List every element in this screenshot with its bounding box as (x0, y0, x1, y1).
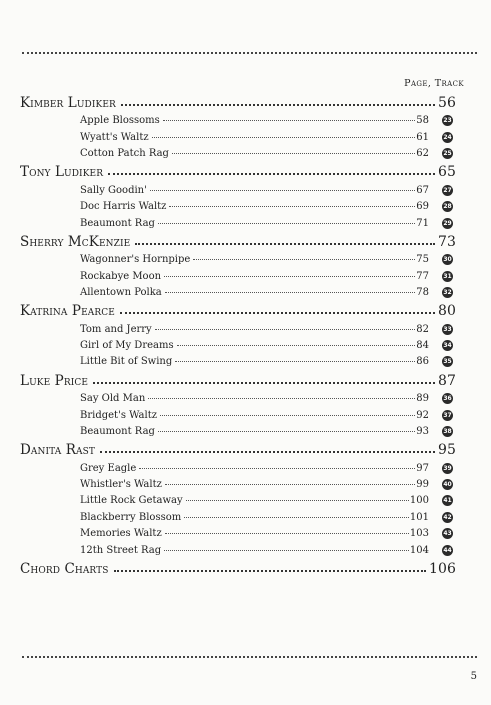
dot-leader (152, 137, 416, 138)
toc-tune-entry[interactable] (80, 354, 452, 370)
artist-name: Chord Charts (20, 560, 109, 577)
dot-leader (158, 431, 415, 432)
track-number-badge: 39 (443, 464, 452, 472)
tune-title: Beaumont Rag (80, 425, 155, 437)
artist-page-number: 80 (437, 303, 456, 320)
toc-tune-entry[interactable] (80, 322, 452, 338)
dot-leader (158, 223, 415, 224)
artist-page-number: 87 (437, 372, 456, 389)
tune-page-number: 61 (416, 131, 429, 143)
track-number-badge: 34 (443, 342, 452, 350)
tune-title: Grey Eagle (80, 462, 137, 474)
track-number-badge: 37 (443, 411, 452, 419)
artist-name: Luke Price (20, 372, 89, 389)
toc-artist-entry[interactable] (20, 440, 456, 460)
dot-leader (169, 206, 415, 207)
tune-page-number: 93 (416, 425, 429, 437)
toc-tune-entry[interactable] (80, 216, 452, 232)
toc-tune-entry[interactable] (80, 113, 452, 129)
tune-title: Blackberry Blossom (80, 511, 182, 523)
artist-page-number: 106 (428, 560, 456, 577)
dot-leader (100, 451, 435, 453)
toc-tune-entry[interactable] (80, 424, 452, 440)
track-number-badge: 44 (443, 546, 452, 554)
bottom-dotted-rule (22, 656, 477, 658)
toc-tune-entry[interactable] (80, 183, 452, 199)
dot-leader (165, 484, 415, 485)
artist-name: Kimber Ludiker (20, 95, 116, 111)
toc-artist-entry[interactable] (20, 371, 456, 391)
tune-page-number: 101 (409, 511, 429, 523)
dot-leader (177, 345, 416, 346)
dot-leader (121, 104, 435, 106)
tune-page-number: 97 (416, 462, 429, 474)
dot-leader (150, 190, 415, 191)
track-number-badge: 23 (443, 117, 452, 125)
track-number-badge: 28 (443, 203, 452, 211)
toc-tune-entry[interactable] (80, 252, 452, 268)
dot-leader (139, 468, 415, 469)
tune-title: Beaumont Rag (80, 217, 155, 229)
artist-name: Katrina Pearce (20, 303, 115, 320)
dot-leader (148, 398, 415, 399)
dot-leader (163, 120, 415, 121)
track-number-badge: 42 (443, 513, 452, 521)
tune-page-number: 86 (416, 356, 429, 368)
tune-page-number: 92 (416, 409, 429, 421)
tune-title: Cotton Patch Rag (80, 148, 169, 160)
tune-page-number: 71 (416, 217, 429, 229)
dot-leader (193, 259, 415, 260)
dot-leader (160, 415, 415, 416)
artist-name: Tony Ludiker (20, 164, 104, 181)
track-number-badge: 30 (443, 256, 452, 264)
toc-tune-entry[interactable] (80, 543, 452, 559)
dot-leader (164, 276, 415, 277)
dot-leader (155, 329, 416, 330)
toc-tune-entry[interactable] (80, 510, 452, 526)
toc-tune-entry[interactable] (80, 285, 452, 301)
tune-title: Wagonner's Hornpipe (80, 254, 191, 266)
top-dotted-rule (22, 52, 477, 54)
tune-title: Sally Goodin' (80, 184, 147, 196)
track-number-badge: 27 (443, 186, 452, 194)
toc-tune-entry[interactable] (80, 199, 452, 215)
artist-page-number: 73 (437, 233, 456, 250)
tune-page-number: 103 (409, 528, 429, 540)
toc-tune-entry[interactable] (80, 493, 452, 509)
dot-leader (135, 243, 435, 245)
tune-page-number: 62 (416, 148, 429, 160)
track-number-badge: 32 (443, 289, 452, 297)
dot-leader (93, 382, 435, 384)
column-header: Page, Track (404, 78, 464, 89)
track-number-badge: 31 (443, 272, 452, 280)
tune-page-number: 100 (409, 495, 429, 507)
tune-page-number: 77 (416, 270, 429, 282)
toc-artist-entry[interactable] (20, 232, 456, 252)
tune-title: Whistler's Waltz (80, 479, 162, 491)
toc-artist-entry[interactable] (20, 301, 456, 321)
tune-page-number: 58 (416, 115, 429, 127)
dot-leader (108, 173, 435, 175)
track-number-badge: 33 (443, 325, 452, 333)
toc-artist-entry[interactable] (20, 93, 456, 113)
toc-tune-entry[interactable] (80, 269, 452, 285)
tune-title: Doc Harris Waltz (80, 201, 167, 213)
toc-tune-entry[interactable] (80, 338, 452, 354)
tune-title: Rockabye Moon (80, 270, 162, 282)
tune-title: Apple Blossoms (80, 115, 160, 127)
toc-tune-entry[interactable] (80, 461, 452, 477)
toc-tune-entry[interactable] (80, 477, 452, 493)
tune-page-number: 84 (416, 340, 429, 352)
artist-page-number: 65 (437, 164, 456, 181)
track-number-badge: 36 (443, 395, 452, 403)
dot-leader (114, 570, 426, 572)
toc-tune-entry[interactable] (80, 526, 452, 542)
tune-title: Memories Waltz (80, 528, 162, 540)
page-number: 5 (470, 671, 477, 682)
artist-name: Sherry McKenzie (20, 233, 131, 250)
toc-tune-entry[interactable] (80, 130, 452, 146)
track-number-badge: 38 (443, 427, 452, 435)
tune-page-number: 82 (416, 323, 429, 335)
tune-title: Little Rock Getaway (80, 495, 183, 507)
dot-leader (165, 533, 409, 534)
tune-title: Tom and Jerry (80, 323, 152, 335)
tune-page-number: 104 (409, 544, 429, 556)
toc-tune-entry[interactable] (80, 146, 452, 162)
artist-page-number: 56 (437, 95, 456, 111)
artist-name: Danita Rast (20, 442, 95, 459)
tune-title: Bridget's Waltz (80, 409, 157, 421)
tune-title: Girl of My Dreams (80, 340, 174, 352)
dot-leader (184, 517, 409, 518)
dot-leader (164, 550, 409, 551)
track-number-badge: 41 (443, 497, 452, 505)
tune-page-number: 69 (416, 201, 429, 213)
tune-title: 12th Street Rag (80, 544, 162, 556)
tune-title: Little Bit of Swing (80, 356, 173, 368)
table-of-contents (20, 93, 456, 579)
track-number-badge: 40 (443, 481, 452, 489)
track-number-badge: 24 (443, 133, 452, 141)
toc-tune-entry[interactable] (80, 408, 452, 424)
dot-leader (186, 500, 409, 501)
dot-leader (172, 153, 415, 154)
dot-leader (175, 361, 415, 362)
track-number-badge: 25 (443, 150, 452, 158)
dot-leader (165, 292, 416, 293)
tune-page-number: 67 (416, 184, 429, 196)
dot-leader (120, 312, 435, 314)
toc-artist-entry[interactable] (20, 162, 456, 182)
tune-page-number: 99 (416, 479, 429, 491)
tune-title: Wyatt's Waltz (80, 131, 149, 143)
track-number-badge: 35 (443, 358, 452, 366)
tune-page-number: 89 (416, 393, 429, 405)
tune-page-number: 78 (416, 287, 429, 299)
tune-title: Allentown Polka (80, 287, 162, 299)
toc-artist-entry[interactable] (20, 559, 456, 579)
track-number-badge: 43 (443, 530, 452, 538)
toc-tune-entry[interactable] (80, 391, 452, 407)
tune-page-number: 75 (416, 254, 429, 266)
track-number-badge: 29 (443, 219, 452, 227)
artist-page-number: 95 (437, 442, 456, 459)
tune-title: Say Old Man (80, 393, 146, 405)
